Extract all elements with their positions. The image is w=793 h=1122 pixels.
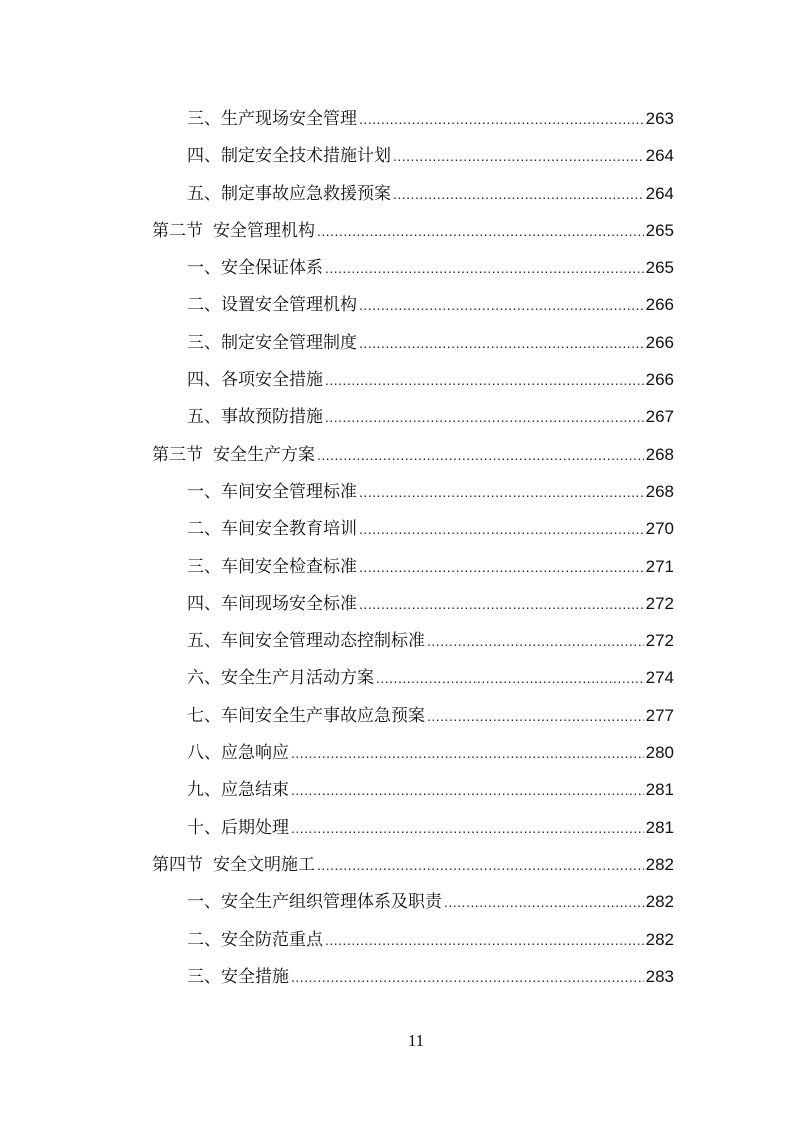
toc-entry-label bbox=[187, 250, 323, 287]
toc-entry[interactable] bbox=[152, 622, 674, 659]
dot-leader bbox=[325, 922, 644, 959]
toc-entry-label bbox=[187, 511, 357, 548]
toc-entry-number: 十、 bbox=[187, 817, 221, 838]
toc-entry-number: 四、 bbox=[187, 146, 221, 167]
toc-entry-label bbox=[152, 437, 315, 474]
toc-entry-page: 282 bbox=[645, 854, 674, 874]
toc-entry-label bbox=[187, 101, 357, 138]
toc-entry[interactable] bbox=[152, 659, 674, 696]
toc-entry-label bbox=[187, 362, 323, 399]
toc-section-number: 第三节 bbox=[152, 444, 203, 465]
dot-leader bbox=[325, 250, 644, 287]
toc-entry-title: 车间现场安全标准 bbox=[221, 593, 357, 614]
dot-leader bbox=[291, 810, 644, 847]
toc-entry-page: 267 bbox=[645, 407, 674, 427]
toc-entry-title: 安全生产组织管理体系及职责 bbox=[221, 892, 442, 913]
toc-entry[interactable] bbox=[152, 883, 674, 920]
toc-entry-label bbox=[187, 922, 323, 959]
toc-entry-title: 应急结束 bbox=[221, 780, 289, 801]
toc-entry[interactable] bbox=[152, 585, 674, 622]
toc-entry[interactable] bbox=[152, 921, 674, 958]
dot-leader bbox=[291, 735, 644, 772]
toc-entry-number: 三、 bbox=[187, 966, 221, 987]
toc-entry-title: 安全措施 bbox=[221, 966, 289, 987]
dot-leader bbox=[393, 176, 644, 213]
toc-entry-label bbox=[187, 287, 357, 324]
toc-entry-page: 268 bbox=[645, 481, 674, 501]
page-number: 11 bbox=[407, 1031, 425, 1050]
dot-leader bbox=[291, 772, 644, 809]
toc-entry-page: 264 bbox=[645, 183, 674, 203]
toc-entry[interactable] bbox=[152, 137, 674, 174]
toc-entry-title: 各项安全措施 bbox=[221, 370, 323, 391]
dot-leader bbox=[359, 325, 644, 362]
toc-entry-number: 八、 bbox=[187, 743, 221, 764]
dot-leader bbox=[427, 623, 644, 660]
toc-entry[interactable] bbox=[152, 473, 674, 510]
toc-section-heading[interactable] bbox=[152, 436, 674, 473]
toc-entry-label bbox=[187, 138, 391, 175]
toc-entry-page: 282 bbox=[645, 892, 674, 912]
toc-entry-label bbox=[187, 549, 357, 586]
toc-entry-title: 安全生产月活动方案 bbox=[221, 668, 374, 689]
toc-entry-number: 三、 bbox=[187, 556, 221, 577]
toc-entry-page: 268 bbox=[645, 444, 674, 464]
toc-entry-number: 三、 bbox=[187, 109, 221, 129]
toc-entry-label bbox=[187, 735, 289, 772]
toc-entry-label bbox=[187, 884, 442, 921]
toc-entry-label bbox=[187, 586, 357, 623]
toc-entry-number: 一、 bbox=[187, 481, 221, 502]
toc-entry-label bbox=[187, 810, 289, 847]
toc-entry-label bbox=[152, 213, 315, 250]
toc-entry[interactable] bbox=[152, 361, 674, 398]
toc-section-number: 第二节 bbox=[152, 220, 203, 241]
dot-leader bbox=[291, 959, 644, 996]
toc-entry-number: 九、 bbox=[187, 780, 221, 801]
toc-entry[interactable] bbox=[152, 771, 674, 808]
toc-entry-page: 281 bbox=[645, 780, 674, 800]
toc-entry-label bbox=[187, 474, 357, 511]
dot-leader bbox=[359, 586, 644, 623]
toc-entry-title: 制定事故应急救援预案 bbox=[221, 183, 391, 204]
toc-entry-title: 应急响应 bbox=[221, 743, 289, 764]
toc-entry-title: 事故预防措施 bbox=[221, 407, 323, 428]
toc-entry-number: 一、 bbox=[187, 258, 221, 279]
toc-entry-page: 274 bbox=[645, 668, 674, 688]
toc-entry-label bbox=[187, 772, 289, 809]
toc-entry-title: 车间安全管理动态控制标准 bbox=[221, 631, 425, 652]
toc-entry-title: 安全保证体系 bbox=[221, 258, 323, 279]
toc-entry-label bbox=[187, 623, 425, 660]
toc-entry-number: 四、 bbox=[187, 370, 221, 391]
toc-entry-page: 277 bbox=[645, 705, 674, 725]
toc-entry-page: 272 bbox=[645, 593, 674, 613]
dot-leader bbox=[427, 698, 644, 735]
toc-entry-title: 车间安全生产事故应急预案 bbox=[221, 705, 425, 726]
toc-entry-number: 五、 bbox=[187, 407, 221, 428]
toc-entry-number: 一、 bbox=[187, 892, 221, 913]
dot-leader bbox=[317, 213, 644, 250]
toc-entry[interactable] bbox=[152, 175, 674, 212]
dot-leader bbox=[359, 101, 644, 138]
toc-entry[interactable] bbox=[152, 398, 674, 435]
toc-entry-number: 六、 bbox=[187, 668, 221, 689]
toc-entry-number: 七、 bbox=[187, 705, 221, 726]
toc-entry-label bbox=[187, 176, 391, 213]
toc-entry[interactable] bbox=[152, 548, 674, 585]
toc-entry-label bbox=[187, 325, 357, 362]
toc-entry[interactable] bbox=[152, 100, 674, 137]
toc-entry-number: 三、 bbox=[187, 332, 221, 353]
toc-entry-label bbox=[187, 660, 374, 697]
toc-entry-label bbox=[152, 847, 315, 884]
toc-entry-title: 车间安全管理标准 bbox=[221, 481, 357, 502]
toc-entry-title: 安全防范重点 bbox=[221, 929, 323, 950]
toc-section-heading[interactable] bbox=[152, 212, 674, 249]
toc-entry[interactable] bbox=[152, 958, 674, 995]
toc-entry[interactable] bbox=[152, 809, 674, 846]
toc-entry-title: 安全文明施工 bbox=[213, 854, 315, 875]
toc-entry-label bbox=[187, 698, 425, 735]
toc-entry-title: 车间安全教育培训 bbox=[221, 519, 357, 540]
toc-entry-title: 制定安全管理制度 bbox=[221, 332, 357, 353]
toc-entry-page: 263 bbox=[645, 109, 674, 128]
toc-entry-number: 二、 bbox=[187, 929, 221, 950]
toc-entry[interactable] bbox=[152, 324, 674, 361]
toc-entry-page: 266 bbox=[645, 370, 674, 390]
toc-entry-number: 五、 bbox=[187, 631, 221, 652]
toc-entry-title: 后期处理 bbox=[221, 817, 289, 838]
toc-entry-title: 设置安全管理机构 bbox=[221, 295, 357, 316]
toc-entry-label bbox=[187, 399, 323, 436]
dot-leader bbox=[376, 660, 644, 697]
toc-entry-number: 二、 bbox=[187, 519, 221, 540]
toc-entry-page: 283 bbox=[645, 966, 674, 986]
toc-entry-page: 271 bbox=[645, 556, 674, 576]
toc-entry-page: 270 bbox=[645, 519, 674, 539]
dot-leader bbox=[393, 138, 644, 175]
toc-entry-page: 266 bbox=[645, 332, 674, 352]
dot-leader bbox=[325, 399, 644, 436]
toc-entry[interactable] bbox=[152, 697, 674, 734]
toc-section-heading[interactable] bbox=[152, 846, 674, 883]
dot-leader bbox=[359, 474, 644, 511]
toc-entry-number: 四、 bbox=[187, 593, 221, 614]
table-of-contents bbox=[152, 100, 674, 995]
toc-section-number: 第四节 bbox=[152, 854, 203, 875]
dot-leader bbox=[317, 847, 644, 884]
toc-entry-title: 车间安全检查标准 bbox=[221, 556, 357, 577]
toc-entry-number: 五、 bbox=[187, 183, 221, 204]
toc-entry-page: 266 bbox=[645, 295, 674, 315]
dot-leader bbox=[325, 362, 644, 399]
dot-leader bbox=[444, 884, 644, 921]
toc-entry-page: 282 bbox=[645, 929, 674, 949]
toc-entry-page: 281 bbox=[645, 817, 674, 837]
toc-entry-page: 265 bbox=[645, 220, 674, 240]
toc-entry-title: 安全生产方案 bbox=[213, 444, 315, 465]
toc-entry[interactable] bbox=[152, 510, 674, 547]
toc-entry-page: 265 bbox=[645, 258, 674, 278]
toc-entry[interactable] bbox=[152, 734, 674, 771]
dot-leader bbox=[359, 549, 644, 586]
toc-entry-page: 264 bbox=[645, 146, 674, 166]
toc-entry-label bbox=[187, 959, 289, 996]
toc-entry-number: 二、 bbox=[187, 295, 221, 316]
toc-entry-page: 280 bbox=[645, 743, 674, 763]
toc-entry-title: 安全管理机构 bbox=[213, 220, 315, 241]
dot-leader bbox=[359, 511, 644, 548]
toc-entry[interactable] bbox=[152, 249, 674, 286]
toc-entry[interactable] bbox=[152, 286, 674, 323]
toc-entry-title: 生产现场安全管理 bbox=[221, 109, 357, 129]
toc-entry-title: 制定安全技术措施计划 bbox=[221, 146, 391, 167]
dot-leader bbox=[317, 437, 644, 474]
toc-entry-page: 272 bbox=[645, 631, 674, 651]
dot-leader bbox=[359, 287, 644, 324]
